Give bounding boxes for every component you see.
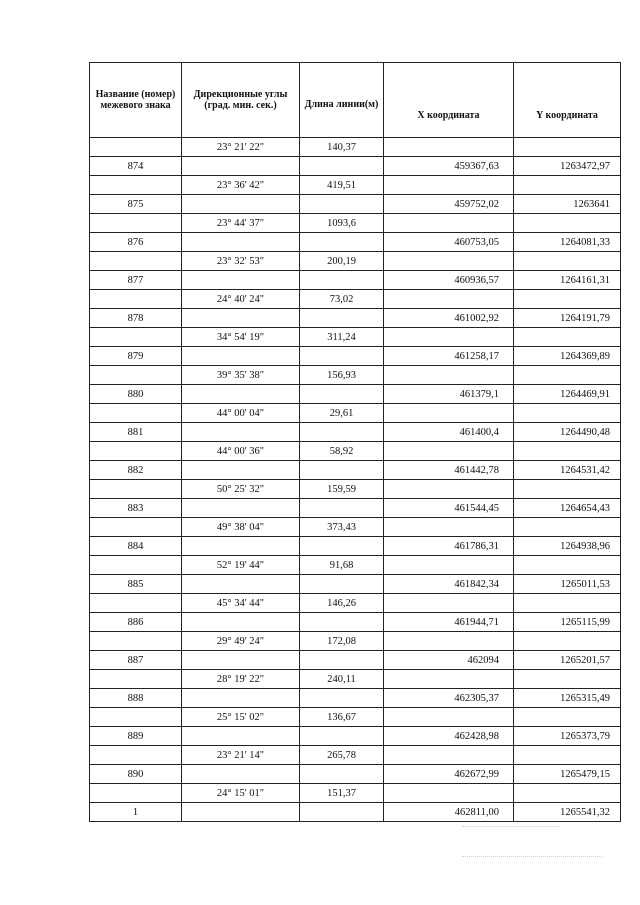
cell-angle (182, 195, 300, 214)
cell-x (384, 784, 514, 803)
cell-x (384, 442, 514, 461)
cell-x: 462428,98 (384, 727, 514, 746)
point-row (90, 765, 621, 784)
cell-x: 461786,31 (384, 537, 514, 556)
cell-name (90, 252, 182, 271)
cell-name: 881 (90, 423, 182, 442)
cell-x (384, 556, 514, 575)
point-row (90, 423, 621, 442)
cell-length: 156,93 (300, 366, 384, 385)
cell-y: 1265315,49 (514, 689, 621, 708)
cell-y (514, 366, 621, 385)
cell-angle: 23° 36' 42" (182, 176, 300, 195)
cell-length: 58,92 (300, 442, 384, 461)
cell-y: 1265373,79 (514, 727, 621, 746)
cell-length: 373,43 (300, 518, 384, 537)
cell-length: 200,19 (300, 252, 384, 271)
cell-length (300, 803, 384, 822)
cell-name (90, 290, 182, 309)
cell-name: 880 (90, 385, 182, 404)
cell-x (384, 138, 514, 157)
point-row (90, 271, 621, 290)
boundary-marks-table (89, 62, 621, 822)
cell-y (514, 480, 621, 499)
segment-row (90, 442, 621, 461)
cell-x (384, 176, 514, 195)
cell-x: 462811,00 (384, 803, 514, 822)
cell-angle: 49° 38' 04" (182, 518, 300, 537)
cell-y: 1263641 (514, 195, 621, 214)
cell-x: 462305,37 (384, 689, 514, 708)
point-row (90, 613, 621, 632)
cell-x (384, 214, 514, 233)
cell-y: 1264191,79 (514, 309, 621, 328)
cell-x: 461258,17 (384, 347, 514, 366)
cell-length: 419,51 (300, 176, 384, 195)
segment-row (90, 670, 621, 689)
point-row (90, 651, 621, 670)
cell-x: 461002,92 (384, 309, 514, 328)
cell-name: 886 (90, 613, 182, 632)
cell-length: 140,37 (300, 138, 384, 157)
cell-y (514, 784, 621, 803)
cell-angle: 23° 44' 37" (182, 214, 300, 233)
cell-name (90, 632, 182, 651)
cell-name: 885 (90, 575, 182, 594)
cell-x (384, 366, 514, 385)
segment-row (90, 518, 621, 537)
point-row (90, 461, 621, 480)
cell-x (384, 632, 514, 651)
cell-x: 459367,63 (384, 157, 514, 176)
table-header-row (90, 63, 621, 138)
point-row (90, 499, 621, 518)
cell-length: 265,78 (300, 746, 384, 765)
cell-y: 1265201,57 (514, 651, 621, 670)
cell-angle: 23° 21' 22" (182, 138, 300, 157)
cell-x (384, 328, 514, 347)
cell-length (300, 233, 384, 252)
cell-angle: 29° 49' 24" (182, 632, 300, 651)
cell-name: 887 (90, 651, 182, 670)
cell-angle: 34° 54' 19" (182, 328, 300, 347)
cell-length (300, 309, 384, 328)
cell-angle (182, 309, 300, 328)
cell-angle (182, 727, 300, 746)
cell-length: 146,26 (300, 594, 384, 613)
cell-length (300, 157, 384, 176)
point-row (90, 233, 621, 252)
point-row (90, 575, 621, 594)
cell-x: 462672,99 (384, 765, 514, 784)
cell-y: 1264369,89 (514, 347, 621, 366)
cell-angle (182, 765, 300, 784)
cell-angle (182, 423, 300, 442)
cell-name: 1 (90, 803, 182, 822)
cell-length: 29,61 (300, 404, 384, 423)
cell-x: 462094 (384, 651, 514, 670)
cell-y (514, 328, 621, 347)
cell-name (90, 594, 182, 613)
cell-y: 1264654,43 (514, 499, 621, 518)
segment-row (90, 632, 621, 651)
segment-row (90, 366, 621, 385)
cell-y (514, 670, 621, 689)
cell-y (514, 556, 621, 575)
segment-row (90, 290, 621, 309)
segment-row (90, 214, 621, 233)
cell-angle: 45° 34' 44" (182, 594, 300, 613)
cell-y: 1263472,97 (514, 157, 621, 176)
header-length: Длина линии(м) (300, 63, 384, 138)
cell-angle: 23° 32' 53" (182, 252, 300, 271)
cell-name: 876 (90, 233, 182, 252)
cell-angle: 52° 19' 44" (182, 556, 300, 575)
cell-angle (182, 157, 300, 176)
cell-x: 461442,78 (384, 461, 514, 480)
cell-x (384, 670, 514, 689)
segment-row (90, 746, 621, 765)
cell-angle: 25° 15' 02" (182, 708, 300, 727)
cell-y (514, 708, 621, 727)
cell-angle: 24° 40' 24" (182, 290, 300, 309)
cell-length: 240,11 (300, 670, 384, 689)
header-name: Название (номер) межевого знака (90, 63, 182, 138)
cell-y (514, 214, 621, 233)
cell-angle: 39° 35' 38" (182, 366, 300, 385)
cell-length (300, 461, 384, 480)
faded-stamp (462, 818, 612, 880)
cell-angle (182, 347, 300, 366)
cell-angle (182, 499, 300, 518)
cell-name (90, 404, 182, 423)
cell-name (90, 670, 182, 689)
cell-name (90, 784, 182, 803)
cell-name: 882 (90, 461, 182, 480)
cell-x: 460753,05 (384, 233, 514, 252)
cell-length (300, 765, 384, 784)
cell-angle: 23° 21' 14" (182, 746, 300, 765)
segment-row (90, 556, 621, 575)
cell-angle (182, 537, 300, 556)
point-row (90, 309, 621, 328)
table-body (90, 138, 621, 822)
cell-x (384, 746, 514, 765)
cell-y: 1264938,96 (514, 537, 621, 556)
cell-y: 1265011,53 (514, 575, 621, 594)
cell-y: 1265541,32 (514, 803, 621, 822)
header-angle: Дирекционные углы (град. мин. сек.) (182, 63, 300, 138)
cell-length (300, 613, 384, 632)
cell-x (384, 290, 514, 309)
cell-length: 136,67 (300, 708, 384, 727)
point-row (90, 195, 621, 214)
cell-angle (182, 651, 300, 670)
cell-length: 311,24 (300, 328, 384, 347)
point-row (90, 537, 621, 556)
cell-angle (182, 803, 300, 822)
cell-y: 1264531,42 (514, 461, 621, 480)
cell-name (90, 442, 182, 461)
cell-length (300, 727, 384, 746)
cell-angle: 44° 00' 36" (182, 442, 300, 461)
cell-length (300, 575, 384, 594)
segment-row (90, 252, 621, 271)
point-row (90, 385, 621, 404)
cell-name (90, 746, 182, 765)
cell-length (300, 385, 384, 404)
segment-row (90, 480, 621, 499)
cell-name (90, 138, 182, 157)
cell-length: 1093,6 (300, 214, 384, 233)
cell-y: 1265479,15 (514, 765, 621, 784)
cell-name: 890 (90, 765, 182, 784)
point-row (90, 347, 621, 366)
cell-length (300, 499, 384, 518)
cell-angle: 24° 15' 01" (182, 784, 300, 803)
cell-angle: 28° 19' 22" (182, 670, 300, 689)
point-row (90, 689, 621, 708)
cell-y (514, 594, 621, 613)
cell-y: 1264490,48 (514, 423, 621, 442)
segment-row (90, 594, 621, 613)
cell-length: 151,37 (300, 784, 384, 803)
cell-y (514, 632, 621, 651)
cell-length (300, 195, 384, 214)
cell-x: 461400,4 (384, 423, 514, 442)
cell-length (300, 689, 384, 708)
cell-y (514, 746, 621, 765)
cell-y: 1264469,91 (514, 385, 621, 404)
cell-name (90, 480, 182, 499)
cell-name: 889 (90, 727, 182, 746)
cell-x (384, 518, 514, 537)
cell-length (300, 271, 384, 290)
segment-row (90, 138, 621, 157)
cell-angle (182, 461, 300, 480)
cell-length (300, 651, 384, 670)
cell-name (90, 366, 182, 385)
cell-x: 461544,45 (384, 499, 514, 518)
cell-length: 159,59 (300, 480, 384, 499)
cell-length: 172,08 (300, 632, 384, 651)
cell-name (90, 556, 182, 575)
cell-y (514, 290, 621, 309)
cell-length: 73,02 (300, 290, 384, 309)
cell-length (300, 537, 384, 556)
cell-name: 877 (90, 271, 182, 290)
cell-name (90, 176, 182, 195)
cell-name: 883 (90, 499, 182, 518)
cell-y: 1264081,33 (514, 233, 621, 252)
cell-x: 461379,1 (384, 385, 514, 404)
cell-name (90, 518, 182, 537)
segment-row (90, 784, 621, 803)
cell-x: 459752,02 (384, 195, 514, 214)
cell-x (384, 594, 514, 613)
cell-y (514, 442, 621, 461)
cell-x: 461842,34 (384, 575, 514, 594)
cell-angle (182, 575, 300, 594)
cell-length (300, 347, 384, 366)
cell-x (384, 480, 514, 499)
cell-x (384, 252, 514, 271)
cell-name: 884 (90, 537, 182, 556)
cell-y (514, 252, 621, 271)
cell-name (90, 708, 182, 727)
cell-x (384, 708, 514, 727)
cell-x: 460936,57 (384, 271, 514, 290)
header-y: Y координата (514, 63, 621, 138)
cell-angle: 50° 25' 32" (182, 480, 300, 499)
cell-y (514, 176, 621, 195)
cell-name: 874 (90, 157, 182, 176)
cell-length (300, 423, 384, 442)
cell-name: 888 (90, 689, 182, 708)
header-x: X координата (384, 63, 514, 138)
cell-name: 879 (90, 347, 182, 366)
cell-angle (182, 385, 300, 404)
cell-y (514, 138, 621, 157)
cell-y: 1264161,31 (514, 271, 621, 290)
segment-row (90, 176, 621, 195)
cell-angle (182, 271, 300, 290)
segment-row (90, 328, 621, 347)
cell-x (384, 404, 514, 423)
cell-angle: 44° 00' 04" (182, 404, 300, 423)
cell-angle (182, 689, 300, 708)
cell-name (90, 328, 182, 347)
cell-angle (182, 613, 300, 632)
segment-row (90, 404, 621, 423)
cell-length: 91,68 (300, 556, 384, 575)
cell-x: 461944,71 (384, 613, 514, 632)
point-row (90, 157, 621, 176)
cell-name: 875 (90, 195, 182, 214)
cell-y: 1265115,99 (514, 613, 621, 632)
point-row (90, 727, 621, 746)
cell-y (514, 518, 621, 537)
segment-row (90, 708, 621, 727)
cell-y (514, 404, 621, 423)
cell-name (90, 214, 182, 233)
cell-name: 878 (90, 309, 182, 328)
cell-angle (182, 233, 300, 252)
